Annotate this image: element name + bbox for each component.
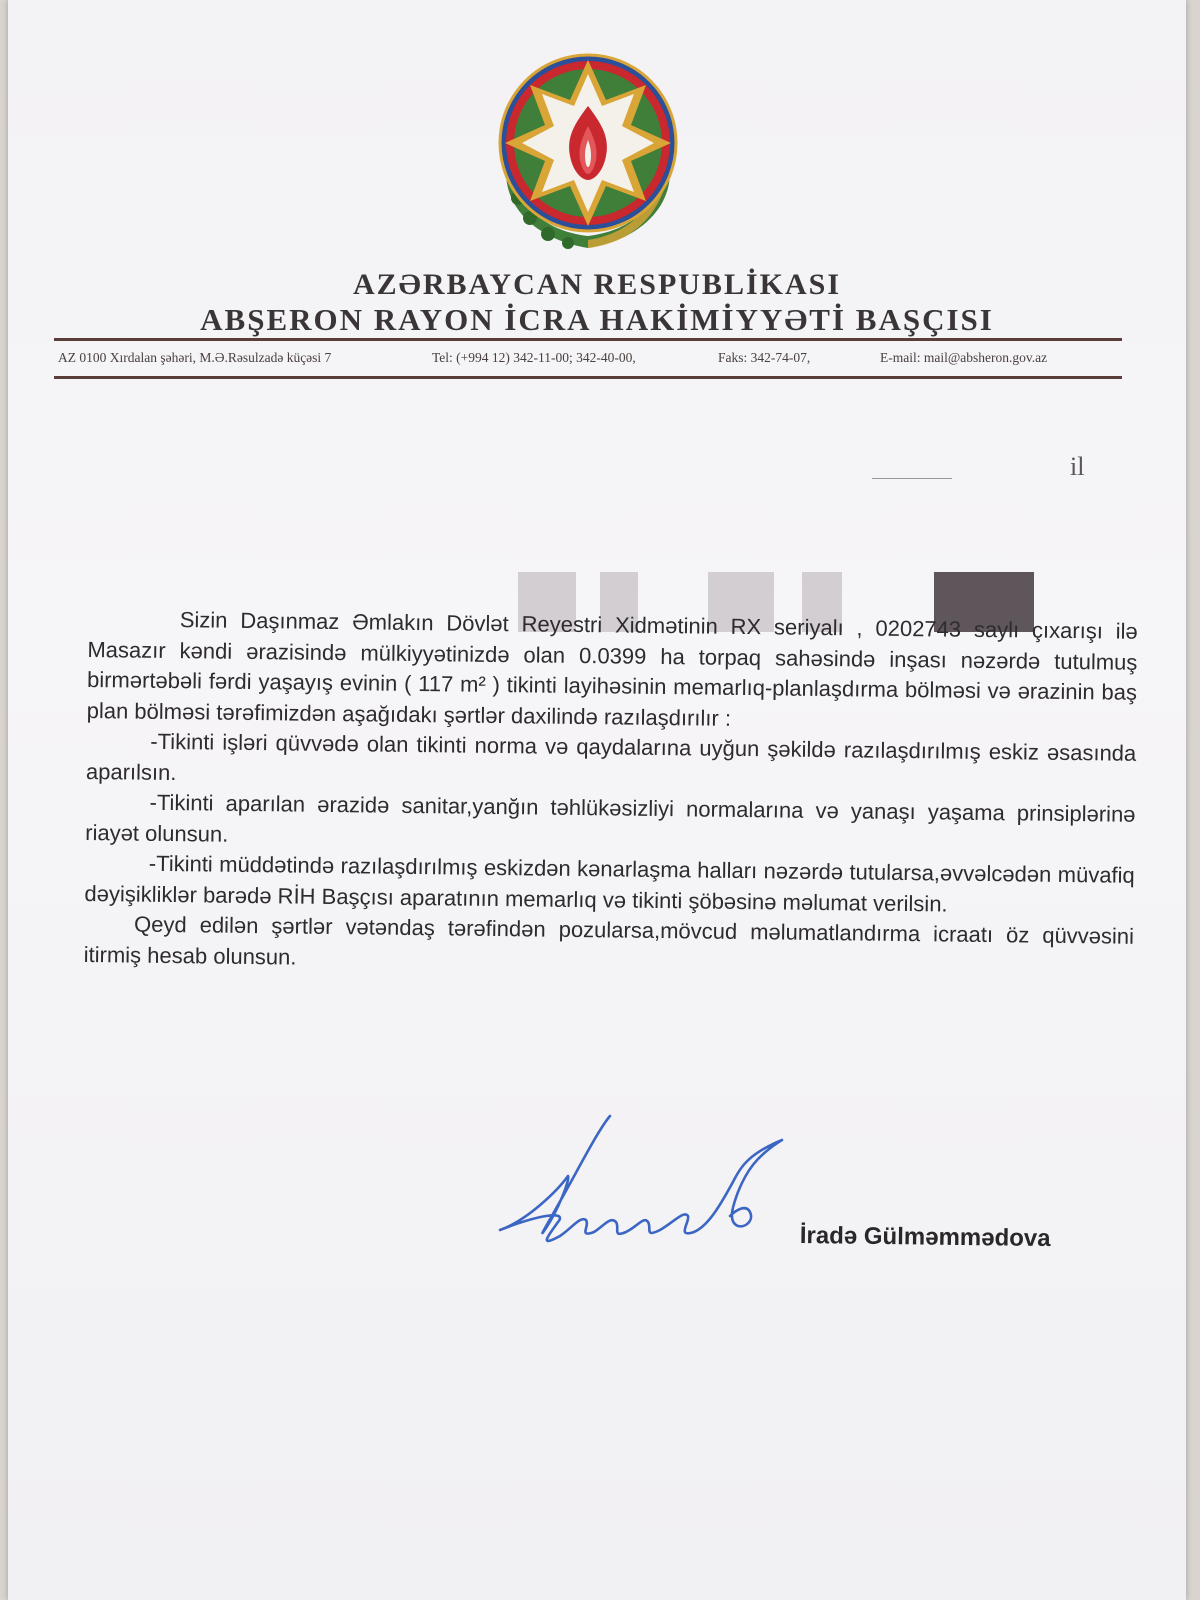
letter-sheet xyxy=(8,0,1186,1600)
letter-body xyxy=(84,604,1138,983)
body-paragraph-1: Sizin Daşınmaz Əmlakın Dövlət Reyestri Xidmətinin RX seriyalı , 0202743 saylı çıxarışı ilə Masazır kəndi ərazisində mülkiyyətinizdə olan 0.0399 ha torpaq sahəsində inşası nəzərdə tutulmuş birmərtəbəli fərdi yaşayış evinin ( 117 m² ) tikinti layihəsinin memarlıq-planlaşdırma bölməsi və ərazinin baş plan bölməsi tərəfimizdən aşağıdakı şərtlər daxilində razılaşdırılır : xyxy=(86,607,1138,731)
email-text: E-mail: mail@absheron.gov.az xyxy=(880,350,1048,365)
contact-line xyxy=(54,350,1122,372)
header-rule-bottom xyxy=(54,376,1122,379)
header-title-line1: AZƏRBAYCAN RESPUBLİKASI xyxy=(353,268,841,301)
body-paragraph-3: -Tikinti aparılan ərazidə sanitar,yanğın təhlükəsizliyi normalarına və yanaşı yaşama prinsiplərinə riayət olunsun. xyxy=(85,789,1136,847)
signer-name: İradə Gülməmmədova xyxy=(799,1222,1051,1253)
tel-text: Tel: (+994 12) 342-11-00; 342-40-00, xyxy=(432,350,636,365)
fax-text: Faks: 342-74-07, xyxy=(718,350,811,365)
state-emblem-icon xyxy=(488,48,688,258)
body-paragraph-4: -Tikinti müddətində razılaşdırılmış eskizdən kənarlaşma halları nəzərdə tutularsa,əvvəlcədən müvafiq dəyişikliklər barədə RİH Başçısı aparatının memarlıq və tikinti şöbəsinə məlumat verilsin. xyxy=(84,850,1135,917)
header-title-line2: ABŞERON RAYON İCRA HAKİMİYYƏTİ BAŞÇISI xyxy=(200,302,994,337)
header-rule-top xyxy=(54,338,1122,341)
body-paragraph-5: Qeyd edilən şərtlər vətəndaş tərəfindən pozularsa,mövcud məlumatlandırma icraatı öz qüvvəsini itirmiş hesab olunsun. xyxy=(83,911,1135,970)
address-text: AZ 0100 Xırdalan şəhəri, M.Ə.Rəsulzadə küçəsi 7 xyxy=(58,350,332,365)
reference-date-line xyxy=(872,478,952,479)
signature-icon xyxy=(498,1110,798,1270)
reference-year-suffix: il xyxy=(1070,452,1085,481)
body-paragraph-2: -Tikinti işləri qüvvədə olan tikinti norma və qaydalarına uyğun şəkildə razılaşdırılmış eskiz əsasında aparılsın. xyxy=(85,728,1137,785)
